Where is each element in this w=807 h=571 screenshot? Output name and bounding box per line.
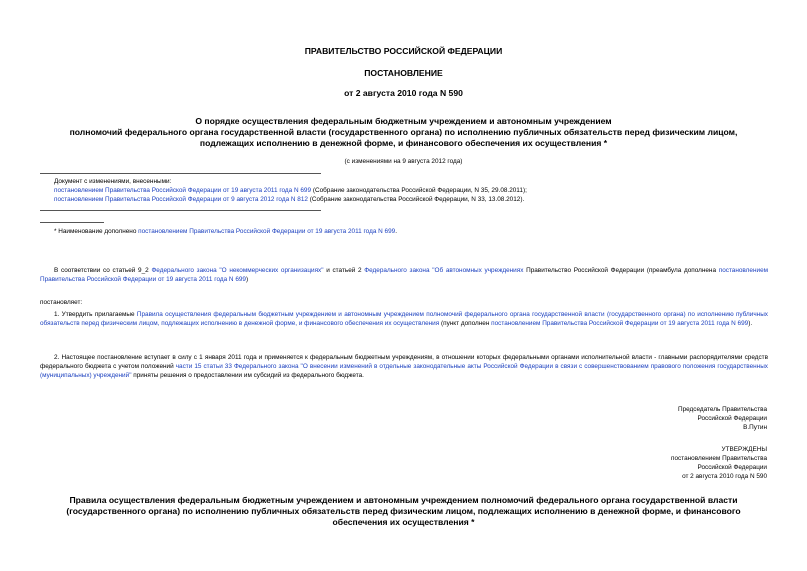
approval-line1: УТВЕРЖДЕНЫ: [721, 446, 767, 453]
signature-block: [678, 405, 767, 432]
law-article-link[interactable]: части 15 статьи 33 Федерального закона "О внесении изменений в отдельные законодательные акты Российской Федерации в связи с совершенствованием правового положения государственных (муниципальных) учреждений": [40, 363, 768, 379]
document-title-line1: О порядке осуществления федеральным бюджетным учреждением и автономным учреждением: [195, 116, 612, 126]
amendments-top-rule: [40, 173, 321, 174]
signature-name: В.Путин: [743, 424, 767, 431]
footnote-link[interactable]: постановлением Правительства Российской Федерации от 19 августа 2011 года N 699: [138, 228, 396, 235]
item-2: 2. Настоящее постановление вступает в силу с 1 января 2011 года и применяется к федеральным бюджетным учреждениям, в отношении которых федеральными органами исполнительной власти - главными распорядителями средств федерального бюджета с учетом положений части 15 статьи 33 Федерального закона "О внесении изменений в отдельные законодательные акты Российской Федерации в связи с совершенствованием правового положения государственных (муниципальных) учреждений" приняты решения о предоставлении им субсидий из федерального бюджета.: [40, 354, 768, 379]
amendment-item: постановлением Правительства Российской Федерации от 9 августа 2012 года N 812 (Собрание законодательства Российской Федерации, N 33, 13.08.2012).: [54, 196, 525, 203]
rules-title-line3: обеспечения их осуществления *: [332, 517, 475, 527]
document-type: ПОСТАНОВЛЕНИЕ: [364, 68, 443, 78]
amendments-bottom-rule: [40, 210, 321, 211]
preamble-amendment-link[interactable]: постановлением Правительства Российской Федерации от 19 августа 2011 года N 699: [40, 267, 769, 283]
approval-line4: от 2 августа 2010 года N 590: [682, 473, 767, 480]
document-title-line3: подлежащих исполнению в денежной форме, и финансового обеспечения их осуществления *: [199, 138, 608, 148]
amendments-intro: Документ с изменениями, внесенными:: [54, 178, 172, 185]
footnote-rule: [40, 222, 104, 223]
signature-line2: Российской Федерации: [697, 415, 767, 422]
approval-line2: постановлением Правительства: [671, 455, 767, 462]
document-title-line2: полномочий федерального органа государственной власти (государственного органа) по исполнению публичных обязательств перед физическим лицом,: [69, 127, 738, 137]
document-date: от 2 августа 2010 года N 590: [344, 88, 463, 98]
amendment-link[interactable]: постановлением Правительства Российской Федерации от 19 августа 2011 года N 699: [54, 187, 312, 194]
preamble: В соответствии со статьей 9_2 Федерального закона "О некоммерческих организациях" и статьей 2 Федерального закона "Об автономных учреждениях Правительство Российской Федерации (преамбула дополнена постановлением Правительства Российской Федерации от 19 августа 2011 года N 699): [40, 267, 769, 283]
rules-title-line1: Правила осуществления федеральным бюджетным учреждением и автономным учреждением полномочий федерального органа государственной власти: [69, 495, 738, 505]
rules-link[interactable]: Правила осуществления федеральным бюджетным учреждением и автономным учреждением полномочий федерального органа государственной власти (государственного органа) по исполнению публичных обязательств перед физическим лицом, подлежащих исполнению в денежной форме, и финансового обеспечения их осуществления: [40, 311, 768, 327]
resolves-label: постановляет:: [40, 299, 83, 306]
rules-title: [60, 495, 747, 528]
item-1: 1. Утвердить прилагаемые Правила осуществления федеральным бюджетным учреждением и автономным учреждением полномочий федерального органа государственной власти (государственного органа) по исполнению публичных обязательств перед физическим лицом, подлежащих исполнению в денежной форме, и финансового обеспечения их осуществления (пункт дополнен постановлением Правительства Российской Федерации от 19 августа 2011 года N 699).: [40, 311, 768, 327]
signature-line1: Председатель Правительства: [678, 406, 767, 413]
amendment-link[interactable]: постановлением Правительства Российской Федерации от 9 августа 2012 года N 812: [54, 196, 308, 203]
document-title: [40, 116, 767, 149]
approval-line3: Российской Федерации: [697, 464, 767, 471]
amendments-block: [54, 177, 774, 204]
law-link-autonomous[interactable]: Федерального закона "Об автономных учреждениях: [364, 267, 524, 274]
rules-title-line2: (государственного органа) по исполнению публичных обязательств перед физическим лицом, подлежащих исполнению в денежной форме, и финансового: [66, 506, 741, 516]
footnote: * Наименование дополнено постановлением Правительства Российской Федерации от 19 августа 2011 года N 699.: [54, 228, 397, 235]
changes-note: (с изменениями на 9 августа 2012 года): [344, 158, 463, 165]
law-link-nco[interactable]: Федерального закона "О некоммерческих организациях": [151, 267, 324, 274]
amendment-item: постановлением Правительства Российской Федерации от 19 августа 2011 года N 699 (Собрание законодательства Российской Федерации, N 35, 29.08.2011);: [54, 187, 527, 194]
approval-block: [671, 445, 767, 481]
government-heading: ПРАВИТЕЛЬСТВО РОССИЙСКОЙ ФЕДЕРАЦИИ: [304, 46, 503, 56]
item1-amendment-link[interactable]: постановлением Правительства Российской Федерации от 19 августа 2011 года N 699: [491, 320, 749, 327]
